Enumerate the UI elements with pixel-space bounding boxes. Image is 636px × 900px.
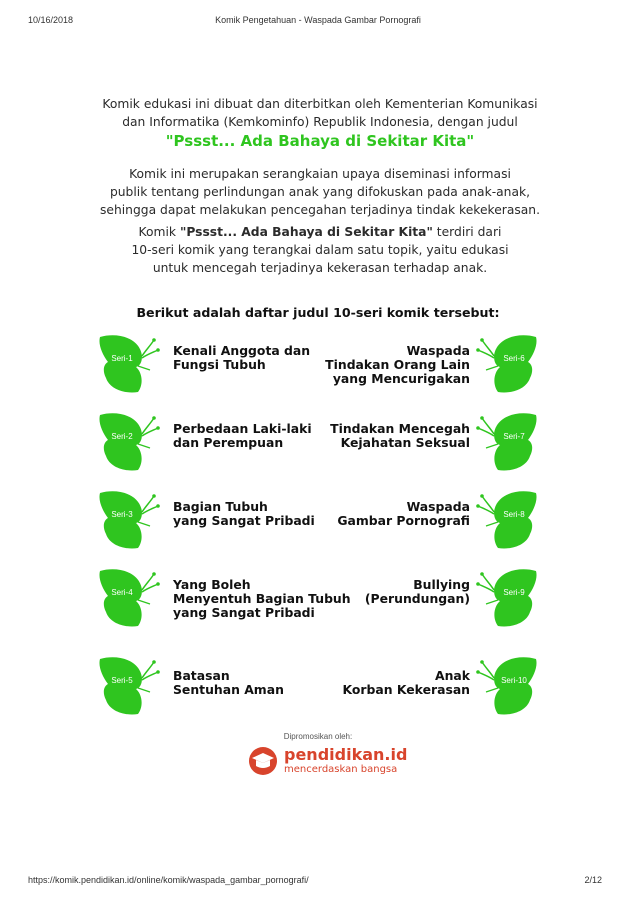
series-title (270, 344, 470, 386)
series-title (270, 578, 470, 606)
print-date: 10/16/2018 (28, 15, 74, 25)
series-title-line: Perbedaan Laki-laki (173, 421, 312, 436)
series-title-line: dan Perempuan (173, 435, 284, 450)
series-item-2 (98, 410, 160, 472)
intro-line: 10-seri komik yang terangkai dalam satu topik, yaitu edukasi (131, 243, 509, 257)
intro-bold-title: "Pssst... Ada Bahaya di Sekitar Kita" (179, 225, 433, 239)
butterfly-icon (476, 332, 538, 394)
series-label: Seri-10 (501, 676, 527, 685)
series-title-line: Gambar Pornografi (337, 513, 470, 528)
intro-line: publik tentang perlindungan anak yang difokuskan pada anak-anak, (109, 185, 531, 199)
series-title-line: Tindakan Mencegah (330, 421, 470, 436)
series-title-line: (Perundungan) (364, 591, 470, 606)
series-title-line: yang Mencurigakan (332, 371, 470, 386)
comic-title: "Pssst... Ada Bahaya di Sekitar Kita" (165, 132, 475, 150)
series-title-line: Anak (434, 668, 470, 683)
print-url: https://komik.pendidikan.id/online/komik/waspada_gambar_pornografi/ (28, 875, 309, 885)
series-title-line: Kenali Anggota dan (173, 343, 311, 358)
intro-line: sehingga dapat melakukan pencegahan terjadinya tindak kekekerasan. (100, 203, 540, 217)
series-label: Seri-3 (111, 510, 133, 519)
series-title-line: Bullying (413, 577, 470, 592)
page-number: 2/12 (584, 875, 602, 885)
butterfly-icon (98, 566, 160, 628)
intro-paragraph-2 (60, 165, 580, 219)
series-title-line: yang Sangat Pribadi (173, 605, 315, 620)
series-label: Seri-5 (111, 676, 133, 685)
promo-label: Dipromosikan oleh: (283, 732, 353, 741)
series-title (270, 669, 470, 697)
series-item-6 (476, 332, 538, 394)
butterfly-icon (98, 410, 160, 472)
series-label: Seri-9 (503, 588, 525, 597)
series-title-line: Korban Kekerasan (342, 682, 470, 697)
intro-line: Komik edukasi ini dibuat dan diterbitkan oleh Kementerian Komunikasi (102, 97, 538, 111)
series-label: Seri-2 (111, 432, 133, 441)
butterfly-icon (476, 410, 538, 472)
series-label: Seri-1 (111, 354, 133, 363)
series-title-line: Menyentuh Bagian Tubuh (173, 591, 351, 606)
intro-line: untuk mencegah terjadinya kekerasan terhadap anak. (152, 261, 488, 275)
intro-paragraph-1 (60, 95, 580, 151)
series-title-line: Kejahatan Seksual (340, 435, 470, 450)
series-title-line: Tindakan Orang Lain (325, 357, 470, 372)
intro-paragraph-3 (60, 223, 580, 277)
print-title: Komik Pengetahuan - Waspada Gambar Pornografi (215, 15, 421, 25)
intro-line (60, 223, 580, 241)
series-label: Seri-8 (503, 510, 525, 519)
series-label: Seri-7 (503, 432, 525, 441)
intro-line: Komik ini merupakan serangkaian upaya diseminasi informasi (129, 167, 511, 181)
series-title-line: Batasan (173, 668, 230, 683)
series-list-heading: Berikut adalah daftar judul 10-seri komik tersebut: (136, 305, 500, 320)
series-item-1 (98, 332, 160, 394)
pendidikan-logo (248, 745, 408, 777)
series-title-line: yang Sangat Pribadi (173, 513, 315, 528)
butterfly-icon (98, 332, 160, 394)
series-item-8 (476, 488, 538, 550)
intro-line: dan Informatika (Kemkominfo) Republik Indonesia, dengan judul (122, 115, 518, 129)
series-item-10 (476, 654, 538, 716)
series-item-3 (98, 488, 160, 550)
series-title (270, 422, 470, 450)
intro-suffix: terdiri dari (432, 225, 502, 239)
series-title-line: Waspada (406, 499, 470, 514)
series-title (270, 500, 470, 528)
series-item-9 (476, 566, 538, 628)
butterfly-icon (476, 488, 538, 550)
brand-name: pendidikan.id (284, 745, 408, 764)
series-item-5 (98, 654, 160, 716)
butterfly-icon (476, 566, 538, 628)
butterfly-icon (98, 654, 160, 716)
series-title-line: Bagian Tubuh (173, 499, 268, 514)
butterfly-icon (476, 654, 538, 716)
series-title-line: Fungsi Tubuh (173, 357, 266, 372)
series-label: Seri-4 (111, 588, 133, 597)
series-title-line: Sentuhan Aman (173, 682, 284, 697)
series-item-7 (476, 410, 538, 472)
mortarboard-icon (248, 745, 280, 777)
intro-prefix: Komik (138, 225, 180, 239)
series-title-line: Waspada (406, 343, 470, 358)
series-item-4 (98, 566, 160, 628)
series-label: Seri-6 (503, 354, 525, 363)
series-title-line: Yang Boleh (173, 577, 251, 592)
butterfly-icon (98, 488, 160, 550)
brand-tagline: mencerdaskan bangsa (284, 764, 398, 775)
